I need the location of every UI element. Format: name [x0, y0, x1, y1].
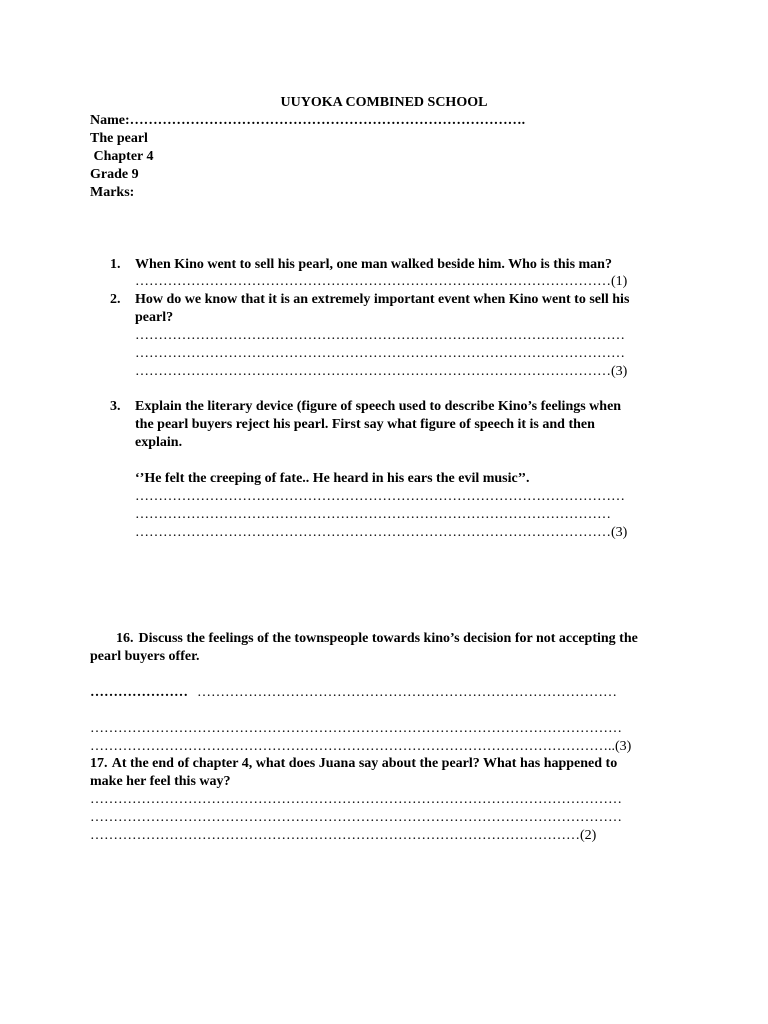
question-3-text-cont: the pearl buyers reject his pearl. First say what figure of speech it is and then	[135, 417, 595, 432]
question-3-answer-line: ……………………………………………………………………………………………	[135, 489, 625, 504]
school-title: UUYOKA COMBINED SCHOOL	[280, 95, 488, 110]
question-2-text: How do we know that it is an extremely important event when Kino went to sell his	[135, 292, 630, 307]
question-17-text: At the end of chapter 4, what does Juana say about the pearl? What has happened to	[109, 756, 618, 771]
question-3-number: 3.	[110, 399, 121, 414]
question-17-answer-line: ……………………………………………………………………………………………………	[90, 810, 622, 825]
question-2-answer-line: ……………………………………………………………………………………………	[135, 328, 625, 343]
question-17-text-cont: make her feel this way?	[90, 774, 231, 789]
question-2-answer-line: …………………………………………………………………………………………(3)	[135, 364, 628, 379]
question-2-number: 2.	[110, 292, 121, 307]
question-16-text: Discuss the feelings of the townspeople towards kino’s decision for not accepting the	[135, 631, 638, 646]
question-3-quote: ‘’He felt the creeping of fate.. He heard in his ears the evil music’’.	[135, 471, 530, 486]
question-17-answer-line: ……………………………………………………………………………………………(2)	[90, 828, 597, 843]
question-16-number: 16.	[116, 631, 134, 646]
question-1-text: When Kino went to sell his pearl, one man walked beside him. Who is this man?	[135, 257, 612, 272]
question-2-answer-line: ……………………………………………………………………………………………	[135, 346, 625, 361]
marks-label: Marks:	[90, 185, 135, 200]
book-title: The pearl	[90, 131, 148, 146]
question-1-answer-line: …………………………………………………………………………………………(1)	[135, 274, 628, 289]
question-3-text-cont: explain.	[135, 435, 183, 450]
question-3-answer-line: …………………………………………………………………………………………	[135, 507, 611, 522]
question-2-text-cont: pearl?	[135, 310, 174, 325]
question-16-answer-line-bold: …………………	[90, 685, 188, 700]
question-16-answer-line: ………………………………………………………………………………	[197, 685, 617, 700]
chapter-label: Chapter 4	[90, 149, 154, 164]
question-16-text-cont: pearl buyers offer.	[90, 649, 200, 664]
question-16-answer-line: …………………………………………………………………………………………………..(3)	[90, 739, 632, 754]
question-16-answer-line: ……………………………………………………………………………………………………	[90, 721, 622, 736]
question-17-number: 17.	[90, 756, 108, 771]
question-3-answer-line: …………………………………………………………………………………………(3)	[135, 525, 628, 540]
question-1-number: 1.	[110, 257, 121, 272]
question-17-answer-line: ……………………………………………………………………………………………………	[90, 792, 622, 807]
name-line: Name:………………………………………………………………………….	[90, 113, 526, 128]
grade-label: Grade 9	[90, 167, 139, 182]
question-3-text: Explain the literary device (figure of speech used to describe Kino’s feelings when	[135, 399, 622, 414]
